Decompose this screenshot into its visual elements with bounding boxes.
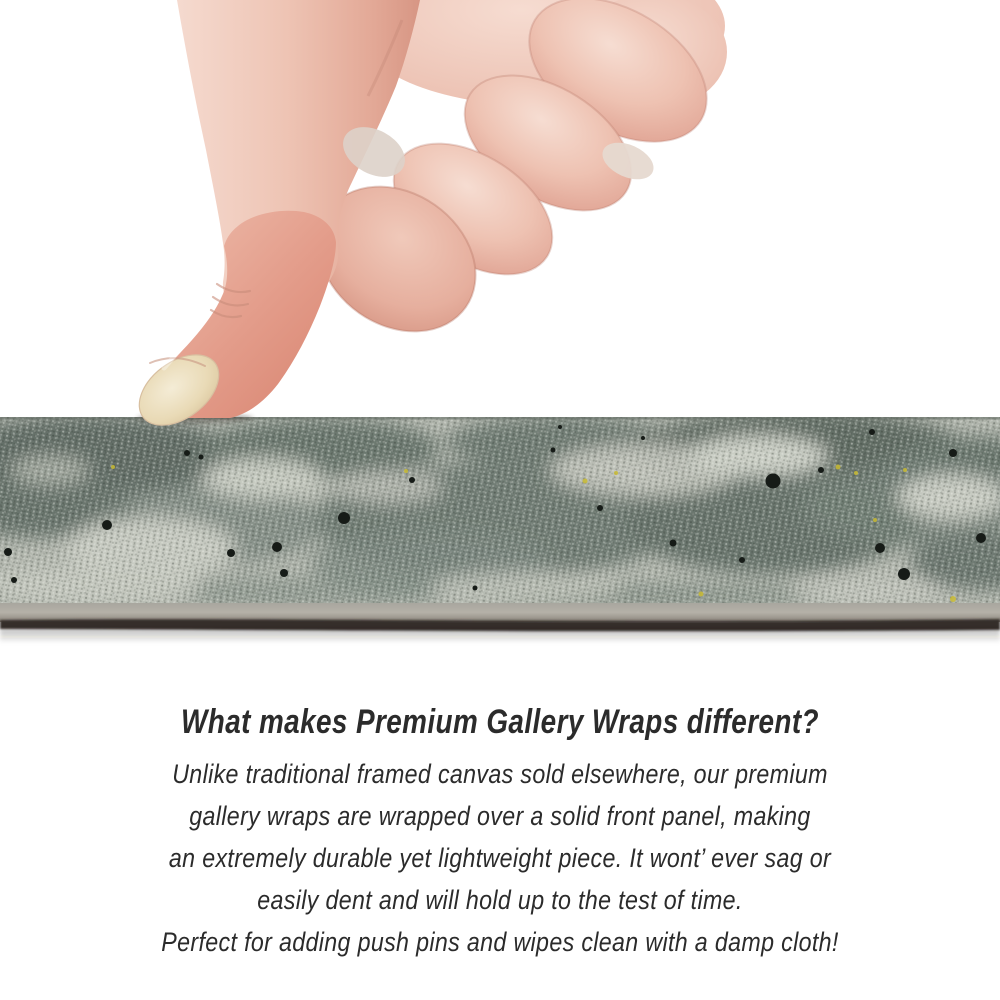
canvas-strip (0, 410, 1000, 643)
canvas-drop-shadow (0, 629, 1000, 643)
canvas-wrapped-edge (0, 603, 1000, 622)
description-line: easily dent and will hold up to the test of time. (257, 885, 743, 915)
canvas-weave (0, 417, 1000, 622)
description-line: gallery wraps are wrapped over a solid front panel, making (189, 801, 811, 831)
description-line: Perfect for adding push pins and wipes clean with a damp cloth! (161, 927, 839, 957)
hand-photo (126, 0, 732, 439)
description-line: Unlike traditional framed canvas sold elsewhere, our premium (172, 759, 828, 789)
description-heading: What makes Premium Gallery Wraps different? (181, 703, 819, 741)
description-line: an extremely durable yet lightweight piece. It wont’ ever sag or (168, 843, 832, 873)
description-section (0, 700, 1000, 963)
